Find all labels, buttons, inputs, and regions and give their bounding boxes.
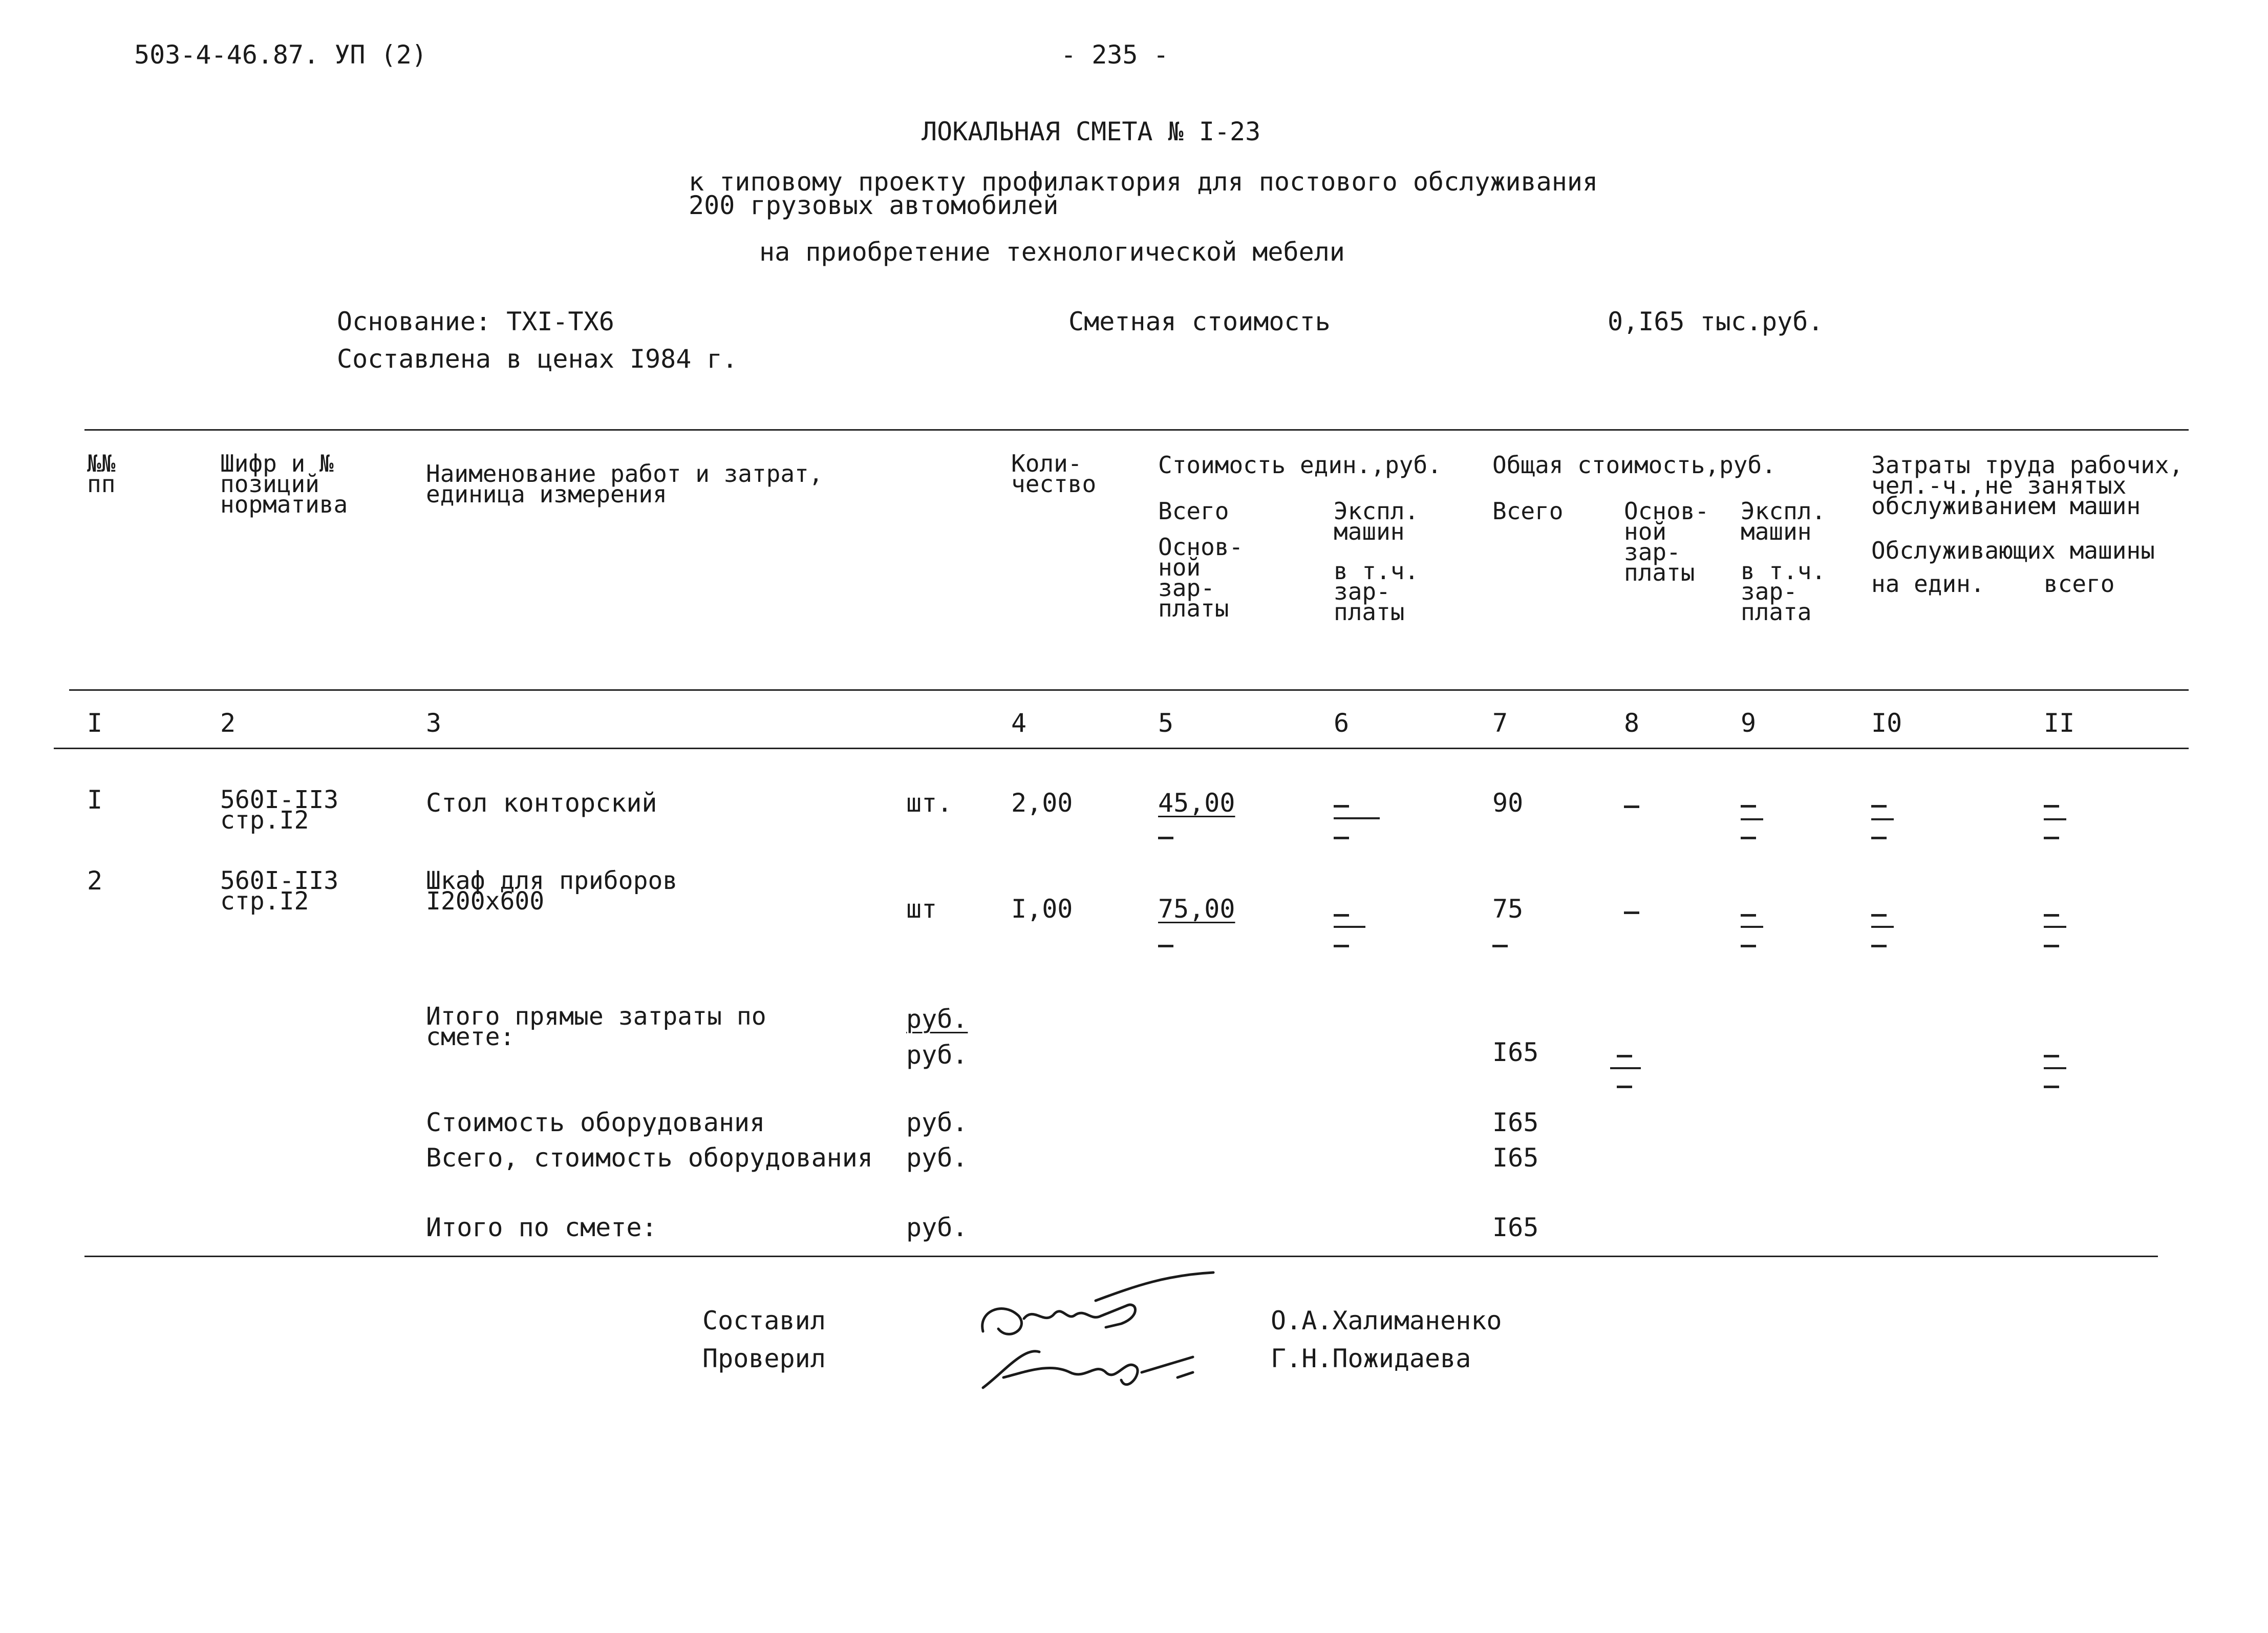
row-dash — [1871, 805, 1887, 808]
checked-by-label: Проверил — [702, 1344, 826, 1373]
compiled-by-name: О.А.Халиманенко — [1271, 1306, 1502, 1335]
equipment-cost-unit: руб. — [906, 1108, 968, 1137]
column-number: 5 — [1158, 708, 1174, 738]
page-number: - 235 - — [1061, 40, 1169, 70]
column-number: 9 — [1741, 708, 1757, 738]
row-name: Шкаф для приборов I200x600 — [426, 866, 678, 916]
header-labor-total: всего — [2044, 570, 2115, 598]
column-number: I0 — [1871, 708, 1902, 738]
row-dash — [1158, 837, 1173, 839]
row-total: 90 — [1492, 788, 1524, 818]
header-total-mach: Экспл. машин — [1741, 497, 1826, 545]
row-dash — [1334, 914, 1349, 917]
row-dash — [2044, 805, 2059, 808]
row-dash — [1334, 805, 1349, 808]
row-dash — [1624, 911, 1639, 914]
row-price: 45,00 — [1158, 788, 1235, 818]
column-number: 7 — [1492, 708, 1508, 738]
estimate-value: 0,I65 тыс.руб. — [1608, 307, 1824, 336]
document-title: ЛОКАЛЬНАЯ СМЕТА № I-23 — [922, 117, 1261, 146]
row-dash — [1871, 914, 1887, 917]
row-dash — [1334, 817, 1380, 819]
equipment-cost-label: Стоимость оборудования — [426, 1108, 765, 1137]
row-number: 2 — [87, 866, 103, 896]
column-number: II — [2044, 708, 2075, 738]
grand-total-value: I65 — [1492, 1213, 1539, 1242]
row-dash — [2044, 818, 2066, 820]
summary-dash — [1610, 1067, 1641, 1069]
column-number: 2 — [220, 708, 236, 738]
header-labor-serving: Обслуживающих машины — [1871, 537, 2155, 564]
prices-line: Составлена в ценах I984 г. — [337, 344, 738, 374]
signature-compiled — [973, 1270, 1259, 1403]
equipment-total-unit: руб. — [906, 1143, 968, 1173]
header-unit-cost: Стоимость един.,руб. — [1158, 451, 1442, 479]
header-unit-mach-wage: в т.ч. зар- платы — [1334, 557, 1419, 626]
row-code: 560I-II3 стр.I2 — [220, 866, 339, 916]
column-number: 4 — [1011, 708, 1027, 738]
row-dash — [2044, 837, 2059, 839]
row-name: Стол конторский — [426, 788, 657, 818]
row-dash — [1741, 914, 1756, 917]
row-dash — [1871, 945, 1887, 947]
row-dash — [1334, 926, 1365, 928]
header-labor: Затраты труда рабочих, чел.-ч.,не занятых обслуживанием машин — [1871, 451, 2184, 520]
basis-line: Основание: TXI-TX6 — [337, 307, 614, 336]
row-dash — [1871, 837, 1887, 839]
row-qty: I,00 — [1011, 894, 1073, 924]
row-dash — [1871, 926, 1894, 928]
row-price: 75,00 — [1158, 894, 1235, 924]
column-number: 3 — [426, 708, 442, 738]
header-name: Наименование работ и затрат, единица измерения — [426, 460, 823, 508]
row-dash — [1741, 945, 1756, 947]
row-dash — [1741, 818, 1763, 820]
header-code: Шифр и № позиций норматива — [220, 450, 348, 518]
document-code: 503-4-46.87. УП (2) — [134, 40, 427, 70]
direct-costs-label: Итого прямые затраты по смете: — [426, 1002, 766, 1051]
summary-dash — [1617, 1055, 1632, 1057]
summary-dash — [1617, 1086, 1632, 1088]
purpose-line: на приобретение технологической мебели — [759, 237, 1345, 267]
equipment-total-value: I65 — [1492, 1143, 1539, 1173]
estimate-label: Сметная стоимость — [1068, 307, 1331, 336]
header-labor-unit: на един. — [1871, 570, 1985, 598]
header-pp: №№ пп — [87, 450, 116, 498]
header-total-total: Всего — [1492, 497, 1564, 525]
header-total-wage: Основ- ной зар- платы — [1624, 497, 1709, 586]
direct-costs-unit: руб. — [906, 1004, 968, 1034]
header-total-cost: Общая стоимость,руб. — [1492, 451, 1776, 479]
row-dash — [1871, 818, 1894, 820]
compiled-by-label: Составил — [702, 1306, 826, 1335]
row-code: 560I-II3 стр.I2 — [220, 786, 339, 835]
row-number: I — [87, 785, 103, 815]
header-bottom-rule — [69, 689, 2189, 691]
row-unit: шт. — [906, 788, 953, 818]
row-dash — [1624, 805, 1639, 808]
direct-costs-unit: руб. — [906, 1040, 968, 1070]
table-bottom-rule — [84, 1256, 2158, 1257]
row-qty: 2,00 — [1011, 788, 1073, 818]
row-dash — [1741, 926, 1763, 928]
row-dash — [1741, 837, 1756, 839]
row-dash — [1492, 945, 1508, 947]
summary-dash — [2044, 1086, 2059, 1088]
row-dash — [1334, 837, 1349, 839]
column-numbers-rule — [54, 748, 2189, 749]
summary-dash — [2044, 1067, 2066, 1069]
table-top-rule — [84, 429, 2189, 431]
equipment-total-label: Всего, стоимость оборудования — [426, 1143, 873, 1173]
row-total: 75 — [1492, 894, 1524, 924]
row-dash — [1158, 945, 1173, 947]
row-dash — [2044, 945, 2059, 947]
header-unit-mach: Экспл. машин — [1334, 497, 1419, 545]
row-dash — [1334, 945, 1349, 947]
subtitle-line-1: к типовому проекту профилактория для постового обслуживания — [689, 167, 1598, 197]
direct-costs-value: I65 — [1492, 1037, 1539, 1067]
header-unit-wage: Основ- ной зар- платы — [1158, 533, 1244, 622]
subtitle-line-2: 200 грузовых автомобилей — [689, 190, 1059, 220]
header-total-mach-wage: в т.ч. зар- плата — [1741, 557, 1826, 626]
header-qty: Коли- чество — [1011, 450, 1097, 498]
equipment-cost-value: I65 — [1492, 1108, 1539, 1137]
row-dash — [2044, 926, 2066, 928]
row-unit: шт — [906, 894, 937, 924]
summary-dash — [2044, 1055, 2059, 1057]
grand-total-label: Итого по смете: — [426, 1213, 657, 1242]
checked-by-name: Г.Н.Пожидаева — [1271, 1344, 1471, 1373]
column-number: 6 — [1334, 708, 1350, 738]
column-number: 8 — [1624, 708, 1640, 738]
row-dash — [1741, 805, 1756, 808]
grand-total-unit: руб. — [906, 1213, 968, 1242]
row-dash — [2044, 914, 2059, 917]
header-unit-total: Всего — [1158, 497, 1229, 525]
column-number: I — [87, 708, 103, 738]
